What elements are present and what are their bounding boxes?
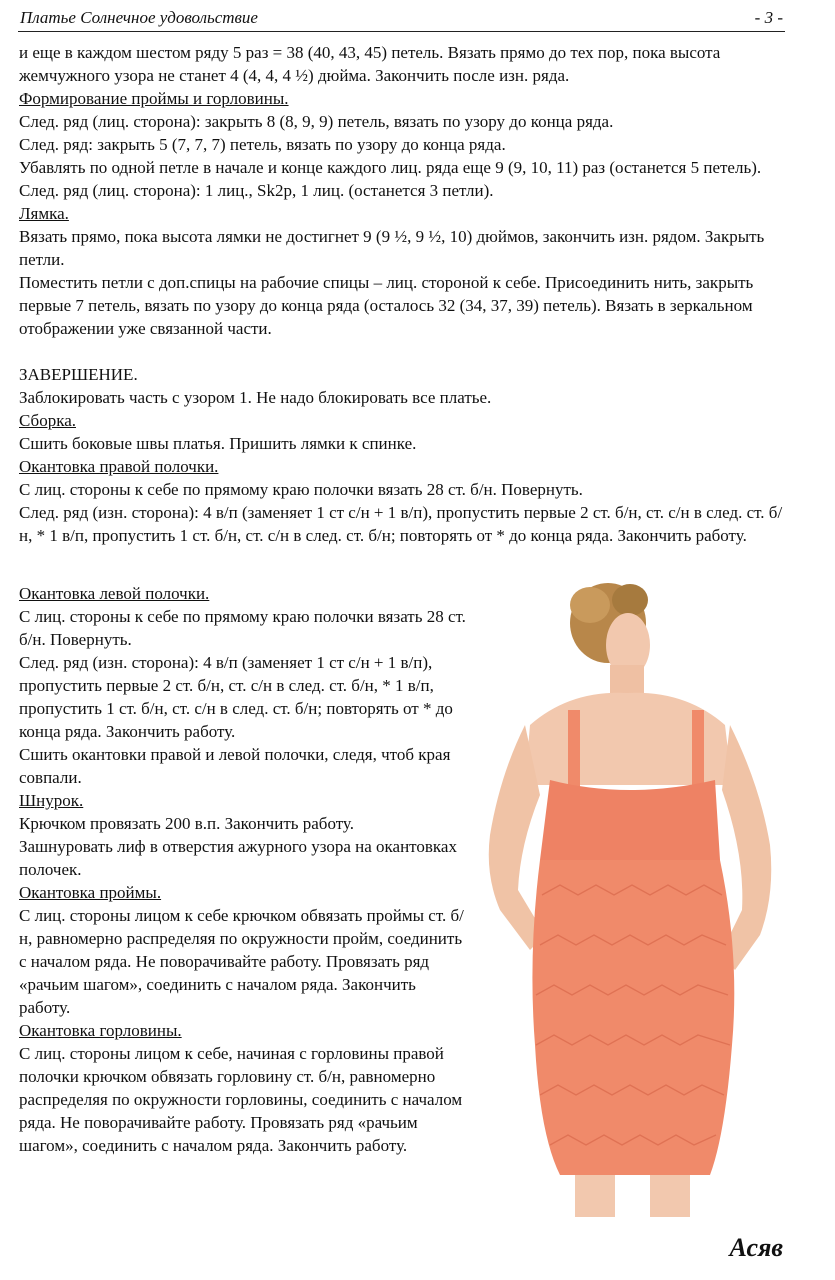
- section-heading: [19, 789, 469, 812]
- paragraph-text: С лиц. стороны к себе по прямому краю полочки вязать 28 ст. б/н. Повернуть.: [19, 480, 583, 499]
- section-heading: [19, 455, 787, 478]
- paragraph-text: Убавлять по одной петле в начале и конце каждого лиц. ряда еще 9 (9, 10, 11) раз (останется 5 петель).: [19, 158, 762, 177]
- paragraph: [19, 812, 469, 835]
- paragraph-text: ЗАВЕРШЕНИЕ.: [19, 365, 138, 384]
- dress-photo: [470, 575, 788, 1217]
- paragraph: [19, 501, 787, 547]
- paragraph: [19, 271, 787, 340]
- section-heading: [19, 409, 787, 432]
- section-heading: [19, 202, 787, 225]
- section-heading-text: Шнурок.: [19, 791, 84, 810]
- page-header: [20, 8, 783, 30]
- paragraph: [19, 743, 469, 789]
- header-rule: [18, 31, 785, 32]
- document-title: Платье Солнечное удовольствие: [20, 8, 258, 27]
- paragraph: [19, 133, 787, 156]
- paragraph: [19, 904, 469, 1019]
- paragraph-text: Поместить петли с доп.спицы на рабочие спицы – лиц. стороной к себе. Присоединить нить, закрыть первые 7 петель, вязать по узору до конца ряда (осталось 32 (34, 37, 39) петель). Вязать в зеркальном отображении уже связанной части.: [19, 273, 754, 338]
- paragraph: [19, 41, 787, 87]
- paragraph-text: Заблокировать часть с узором 1. Не надо блокировать все платье.: [19, 388, 492, 407]
- paragraph: [19, 478, 787, 501]
- section-heading: [19, 87, 787, 110]
- section-heading-text: Лямка.: [19, 204, 69, 223]
- paragraph-text: С лиц. стороны к себе по прямому краю полочки вязать 28 ст. б/н. Повернуть.: [19, 607, 466, 649]
- paragraph: [19, 1042, 469, 1157]
- paragraph: [19, 179, 787, 202]
- paragraph-text: След. ряд (изн. сторона): 4 в/п (заменяет 1 ст с/н + 1 в/п), пропустить первые 2 ст. б/н, ст. с/н в след. ст. б/н, * 1 в/п, пропустить 1 ст. б/н, ст. с/н в след. ст. б/н; повторять от * до конца ряда. Закончить работу.: [19, 653, 453, 741]
- paragraph: [19, 225, 787, 271]
- paragraph: [19, 432, 787, 455]
- paragraph-text: След. ряд: закрыть 5 (7, 7, 7) петель, вязать по узору до конца ряда.: [19, 135, 506, 154]
- paragraph-gap: [19, 340, 787, 363]
- paragraph: [19, 835, 469, 881]
- section-heading-text: Формирование проймы и горловины.: [19, 89, 289, 108]
- paragraph: [19, 156, 787, 179]
- section-heading-text: Окантовка правой полочки.: [19, 457, 219, 476]
- paragraph: [19, 605, 469, 651]
- paragraph-text: Сшить окантовки правой и левой полочки, следя, чтоб края совпали.: [19, 745, 451, 787]
- paragraph: [19, 363, 787, 386]
- section-heading-text: Окантовка проймы.: [19, 883, 162, 902]
- paragraph-text: Крючком провязать 200 в.п. Закончить работу.: [19, 814, 354, 833]
- signature: Асяв: [729, 1233, 783, 1262]
- section-heading: [19, 1019, 469, 1042]
- paragraph-text: Сшить боковые швы платья. Пришить лямки к спинке.: [19, 434, 417, 453]
- paragraph-text: и еще в каждом шестом ряду 5 раз = 38 (40, 43, 45) петель. Вязать прямо до тех пор, пока высота жемчужного узора не станет 4 (4, 4, 4 ½) дюйма. Закончить после изн. ряда.: [19, 43, 721, 85]
- instructions-full-width: [19, 41, 787, 547]
- page-number: - 3 -: [754, 8, 783, 27]
- section-heading: [19, 881, 469, 904]
- instructions-beside-photo: [19, 582, 469, 1157]
- paragraph-text: С лиц. стороны лицом к себе, начиная с горловины правой полочки крючком обвязать горловину ст. б/н, равномерно распределяя по окружности горловины, соединить с началом ряда. Не поворачивайте работу. Провязать ряд «рачьим шагом», соединить с началом ряда. Закончить работу.: [19, 1044, 463, 1155]
- section-heading-text: Окантовка левой полочки.: [19, 584, 210, 603]
- paragraph-text: След. ряд (лиц. сторона): 1 лиц., Sk2p, 1 лиц. (останется 3 петли).: [19, 181, 494, 200]
- paragraph-text: След. ряд (изн. сторона): 4 в/п (заменяет 1 ст с/н + 1 в/п), пропустить первые 2 ст. б/н, ст. с/н в след. ст. б/н, * 1 в/п, пропустить 1 ст. б/н, ст. с/н в след. ст. б/н; повторять от * до конца ряда. Закончить работу.: [19, 503, 783, 545]
- section-heading-text: Окантовка горловины.: [19, 1021, 182, 1040]
- paragraph: [19, 386, 787, 409]
- paragraph: [19, 651, 469, 743]
- paragraph: [19, 110, 787, 133]
- paragraph-text: С лиц. стороны лицом к себе крючком обвязать проймы ст. б/н, равномерно распределяя по окружности пройм, соединить с началом ряда. Не поворачивайте работу. Провязать ряд «рачьим шагом», соединить с началом ряда. Закончить работу.: [19, 906, 464, 1017]
- paragraph-text: След. ряд (лиц. сторона): закрыть 8 (8, 9, 9) петель, вязать по узору до конца ряда.: [19, 112, 614, 131]
- section-heading: [19, 582, 469, 605]
- paragraph-text: Зашнуровать лиф в отверстия ажурного узора на окантовках полочек.: [19, 837, 457, 879]
- paragraph-text: Вязать прямо, пока высота лямки не достигнет 9 (9 ½, 9 ½, 10) дюймов, закончить изн. рядом. Закрыть петли.: [19, 227, 765, 269]
- section-heading-text: Сборка.: [19, 411, 76, 430]
